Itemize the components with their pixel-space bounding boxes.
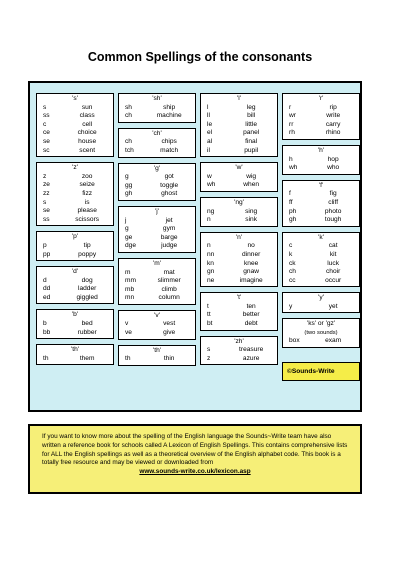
sound-heading: 's'	[72, 95, 78, 102]
sound-box	[118, 345, 196, 366]
sound-heading: 'b'	[71, 311, 79, 319]
spelling: c	[43, 120, 47, 128]
info-box	[28, 424, 362, 494]
spelling-row	[283, 190, 359, 199]
spelling: m	[125, 268, 131, 276]
spelling: ff	[289, 198, 293, 206]
spelling: w	[207, 172, 212, 180]
spelling: tt	[207, 311, 211, 319]
example-word: kit	[329, 250, 337, 258]
sound-heading: 'v'	[154, 311, 160, 319]
spelling-row	[283, 156, 359, 165]
sound-box	[282, 180, 360, 227]
sound-note: (two sounds)	[304, 330, 338, 337]
spelling-row	[201, 138, 277, 147]
example-word: ten	[246, 302, 256, 310]
spelling-row	[37, 285, 113, 294]
sound-heading: 'sh'	[152, 95, 162, 102]
spelling-row	[283, 216, 359, 225]
spelling: cc	[289, 276, 296, 284]
spelling: gg	[125, 181, 133, 189]
spelling-row	[201, 268, 277, 277]
sound-heading: 'th'	[152, 346, 162, 354]
example-word: treasure	[239, 346, 264, 354]
spelling: ed	[43, 293, 51, 301]
spelling-row	[37, 251, 113, 260]
sound-box	[282, 292, 360, 313]
example-word: photo	[324, 207, 342, 215]
spelling-row	[119, 320, 195, 329]
spelling-row	[201, 147, 277, 156]
sound-heading: 'g'	[153, 164, 161, 172]
spelling: tch	[125, 146, 134, 154]
spelling: sc	[43, 146, 50, 154]
spelling: dge	[125, 242, 137, 250]
example-word: rubber	[77, 328, 97, 336]
sound-box	[36, 162, 114, 226]
spelling-row	[119, 173, 195, 182]
spelling: n	[207, 242, 211, 250]
spelling-row	[37, 320, 113, 329]
example-word: please	[77, 207, 97, 215]
sound-box	[200, 197, 278, 227]
spelling-row	[119, 225, 195, 234]
spelling: se	[43, 207, 50, 215]
spelling: zz	[43, 189, 50, 197]
example-word: dog	[81, 276, 93, 284]
example-word: imagine	[239, 276, 263, 284]
sound-heading: 'k'	[318, 233, 324, 241]
spelling-row	[37, 129, 113, 138]
example-word: bill	[247, 112, 256, 120]
sound-heading: 'n'	[235, 233, 243, 241]
example-word: fig	[329, 190, 337, 198]
example-word: poppy	[78, 250, 97, 258]
spelling-row	[119, 286, 195, 295]
spelling-row	[119, 182, 195, 191]
spelling-row	[283, 199, 359, 208]
example-word: cliff	[328, 198, 339, 206]
spelling-row	[283, 337, 359, 346]
spelling-row	[119, 138, 195, 147]
credit-box: ©Sounds-Write	[282, 362, 360, 381]
example-word: sun	[81, 103, 93, 111]
spelling: ss	[43, 112, 50, 120]
spelling: th	[43, 354, 49, 362]
sound-heading: 't'	[236, 294, 242, 302]
example-word: bed	[81, 320, 93, 328]
spelling-row	[37, 294, 113, 303]
spelling-row	[283, 303, 359, 312]
example-word: chips	[161, 138, 177, 146]
spelling: pp	[43, 250, 51, 258]
spelling-row	[201, 181, 277, 190]
spelling-row	[201, 355, 277, 364]
sound-box	[118, 310, 196, 340]
spellings-column-1	[36, 93, 114, 370]
spelling-row	[119, 217, 195, 226]
spelling-row	[119, 234, 195, 243]
spelling: th	[125, 355, 131, 363]
spelling: el	[207, 129, 213, 137]
spelling: ch	[125, 112, 132, 120]
spelling: h	[289, 155, 293, 163]
spelling: t	[207, 302, 209, 310]
sound-heading: 'z'	[72, 164, 78, 172]
spelling: le	[207, 120, 213, 128]
spelling: k	[289, 250, 293, 258]
sound-box	[282, 232, 360, 288]
spelling: bb	[43, 328, 51, 336]
sound-box	[200, 162, 278, 192]
spelling: sh	[125, 103, 132, 111]
spelling-row	[119, 190, 195, 199]
spelling: s	[43, 103, 47, 111]
spelling-row	[201, 277, 277, 286]
spellings-column-4	[282, 93, 360, 381]
spellings-panel	[28, 81, 362, 412]
spelling-row	[37, 242, 113, 251]
example-word: choir	[326, 268, 341, 276]
lexicon-link[interactable]: www.sounds-write.co.uk/lexicon.asp	[139, 468, 251, 476]
example-word: jet	[165, 216, 173, 224]
spelling-row	[283, 277, 359, 286]
spelling: gh	[125, 190, 133, 198]
spelling: mn	[125, 294, 135, 302]
example-word: who	[327, 164, 340, 172]
spelling-row	[37, 355, 113, 364]
spelling-row	[119, 104, 195, 113]
sound-box	[200, 232, 278, 288]
spelling: ck	[289, 259, 296, 267]
spelling: f	[289, 190, 291, 198]
spelling-row	[37, 277, 113, 286]
spelling-row	[37, 190, 113, 199]
spelling: dd	[43, 285, 51, 293]
spelling-row	[283, 129, 359, 138]
example-word: pupil	[244, 146, 259, 154]
spelling-row	[201, 121, 277, 130]
spelling-row	[119, 147, 195, 156]
sound-box	[118, 206, 196, 253]
spelling: ch	[125, 138, 132, 146]
example-word: thin	[163, 355, 175, 363]
spelling: gh	[289, 216, 297, 224]
example-word: exam	[325, 337, 342, 345]
spelling: r	[289, 103, 292, 111]
spelling: d	[43, 276, 47, 284]
example-word: sink	[245, 216, 258, 224]
example-word: column	[158, 294, 180, 302]
example-word: panel	[243, 129, 260, 137]
sound-heading: 'd'	[71, 268, 79, 276]
spelling: ce	[43, 129, 50, 137]
spelling: b	[43, 320, 47, 328]
spelling-row	[201, 208, 277, 217]
spelling-row	[201, 311, 277, 320]
example-word: class	[79, 112, 95, 120]
example-word: vest	[163, 320, 176, 328]
spelling-row	[283, 208, 359, 217]
spelling-row	[37, 147, 113, 156]
spelling: se	[43, 137, 50, 145]
example-word: no	[247, 242, 255, 250]
sound-box	[118, 258, 196, 305]
sound-box	[200, 336, 278, 366]
example-word: occur	[325, 276, 342, 284]
example-word: ghost	[161, 190, 178, 198]
sound-box	[118, 163, 196, 201]
example-word: azure	[242, 354, 260, 362]
example-word: cell	[82, 120, 93, 128]
example-word: hop	[327, 155, 339, 163]
example-word: them	[79, 354, 95, 362]
example-word: tough	[324, 216, 342, 224]
sound-heading: 'ks' or 'gz'	[306, 320, 336, 328]
spelling: al	[207, 137, 213, 145]
spelling: v	[125, 320, 129, 328]
spelling-row	[37, 112, 113, 121]
sound-box	[282, 145, 360, 175]
spelling-row	[37, 138, 113, 147]
spelling-row	[283, 251, 359, 260]
spelling: nn	[207, 250, 215, 258]
spelling-row	[283, 164, 359, 173]
spelling-row	[119, 112, 195, 121]
example-word: rhino	[325, 129, 341, 137]
spelling-row	[119, 277, 195, 286]
example-word: carry	[325, 120, 341, 128]
spelling: y	[289, 302, 293, 310]
spelling-row	[283, 268, 359, 277]
spelling: l	[207, 103, 209, 111]
example-word: zoo	[81, 172, 93, 180]
spelling-row	[201, 129, 277, 138]
spelling-row	[119, 242, 195, 251]
example-word: match	[160, 146, 179, 154]
sound-box	[200, 93, 278, 157]
spelling-row	[119, 269, 195, 278]
spelling: ll	[207, 112, 210, 120]
spelling-row	[283, 242, 359, 251]
example-word: leg	[246, 103, 256, 111]
spelling-row	[37, 216, 113, 225]
spelling: ch	[289, 268, 296, 276]
spelling: ne	[207, 276, 215, 284]
spelling: rh	[289, 129, 295, 137]
sound-box	[118, 128, 196, 158]
example-word: is	[84, 198, 90, 206]
spellings-column-2	[118, 93, 196, 371]
example-word: gnaw	[243, 268, 260, 276]
spelling-row	[119, 329, 195, 338]
example-word: write	[326, 112, 341, 120]
sound-heading: 'l'	[237, 95, 241, 102]
spelling-row	[201, 260, 277, 269]
example-word: toggle	[160, 181, 179, 189]
example-word: little	[245, 120, 258, 128]
sound-box	[36, 93, 114, 157]
spelling: ve	[125, 329, 132, 337]
sound-heading: 'p'	[71, 233, 79, 241]
example-word: barge	[160, 233, 178, 241]
example-word: ship	[163, 103, 176, 111]
spelling: box	[289, 337, 300, 345]
example-word: debt	[244, 320, 258, 328]
example-word: yet	[328, 302, 338, 310]
sound-box	[282, 93, 360, 140]
spelling: ze	[43, 181, 50, 189]
spelling-row	[37, 199, 113, 208]
example-word: better	[242, 311, 260, 319]
sound-heading: 'f'	[318, 181, 324, 189]
spelling-row	[283, 112, 359, 121]
spelling-row	[201, 242, 277, 251]
spelling-row	[119, 294, 195, 303]
sound-box	[36, 231, 114, 261]
spelling-row	[283, 260, 359, 269]
example-word: seize	[79, 181, 95, 189]
sound-heading: 'h'	[317, 146, 325, 154]
spelling: j	[125, 216, 127, 224]
sound-box	[36, 266, 114, 304]
sound-heading: 'w'	[235, 164, 243, 172]
example-word: gym	[162, 225, 176, 233]
spelling: z	[43, 172, 47, 180]
spelling: il	[207, 146, 210, 154]
sound-heading: 'zh'	[234, 337, 244, 345]
info-text: If you want to know more about the spelling of the English language the Sounds~Write team have also written a reference book for schools called A Lexicon of English Spellings. This contains comprehensive lists for ALL the English spellings as well as a theoretical overview of the English alphabet code. This book is a totally free resource and may be viewed or downloaded from	[42, 433, 348, 467]
example-word: climb	[161, 285, 177, 293]
spelling-row	[201, 112, 277, 121]
example-word: dinner	[241, 250, 261, 258]
spelling: g	[125, 173, 129, 181]
example-word: judge	[161, 242, 178, 250]
sound-heading: 'j'	[155, 207, 159, 215]
example-word: when	[243, 181, 260, 189]
sound-box	[118, 93, 196, 123]
example-word: knee	[244, 259, 259, 267]
spelling: n	[207, 216, 211, 224]
spelling-row	[37, 207, 113, 216]
sound-box	[36, 309, 114, 339]
spelling-row	[201, 303, 277, 312]
example-word: machine	[156, 112, 182, 120]
spelling: ng	[207, 207, 215, 215]
example-word: scent	[79, 146, 96, 154]
example-word: sing	[245, 207, 258, 215]
spelling-row	[37, 173, 113, 182]
spelling-row	[119, 355, 195, 364]
spelling: wh	[289, 164, 298, 172]
spelling: kn	[207, 259, 214, 267]
sound-heading: 'y'	[318, 294, 324, 302]
spelling: p	[43, 241, 47, 249]
spelling-row	[201, 173, 277, 182]
example-word: final	[245, 137, 258, 145]
spelling-row	[283, 104, 359, 113]
spelling: rr	[289, 120, 294, 128]
example-word: wig	[246, 172, 257, 180]
sound-heading: 'r'	[318, 95, 324, 102]
spelling-row	[201, 320, 277, 329]
spellings-column-3	[200, 93, 278, 370]
spelling: bt	[207, 320, 213, 328]
example-word: slimmer	[157, 277, 181, 285]
example-word: mat	[163, 268, 175, 276]
sound-heading: 'th'	[70, 346, 80, 354]
example-word: give	[163, 329, 176, 337]
spelling-row	[201, 251, 277, 260]
spelling: ss	[43, 215, 50, 223]
spelling-row	[201, 104, 277, 113]
spelling: s	[43, 198, 47, 206]
spelling: wh	[207, 181, 216, 189]
spelling: mb	[125, 285, 135, 293]
page-title: Common Spellings of the consonants	[87, 50, 313, 64]
spelling-row	[37, 104, 113, 113]
spelling-row	[37, 121, 113, 130]
spelling-row	[37, 329, 113, 338]
sound-heading: 'ch'	[152, 129, 162, 137]
example-word: fizz	[82, 189, 93, 197]
spelling: wr	[289, 112, 296, 120]
spelling-row	[201, 216, 277, 225]
example-word: luck	[327, 259, 340, 267]
example-word: rip	[329, 103, 337, 111]
spelling-row	[201, 346, 277, 355]
example-word: house	[78, 137, 97, 145]
sound-box	[282, 318, 360, 347]
spelling: s	[207, 346, 211, 354]
sound-heading: 'm'	[152, 259, 161, 267]
example-word: ladder	[77, 285, 97, 293]
spelling: c	[289, 242, 293, 250]
spelling: g	[125, 225, 129, 233]
example-word: got	[164, 173, 174, 181]
example-word: choice	[77, 129, 97, 137]
spelling-row	[37, 181, 113, 190]
spelling: mm	[125, 277, 136, 285]
example-word: giggled	[76, 293, 98, 301]
sound-box	[36, 344, 114, 365]
example-word: scissors	[75, 215, 100, 223]
spelling: ph	[289, 207, 297, 215]
spelling: gn	[207, 268, 215, 276]
spelling: ge	[125, 233, 133, 241]
example-word: tip	[83, 241, 91, 249]
example-word: cat	[328, 242, 338, 250]
spelling-row	[283, 121, 359, 130]
spelling: z	[207, 354, 211, 362]
sound-heading: 'ng'	[234, 198, 244, 206]
sound-box	[200, 292, 278, 330]
